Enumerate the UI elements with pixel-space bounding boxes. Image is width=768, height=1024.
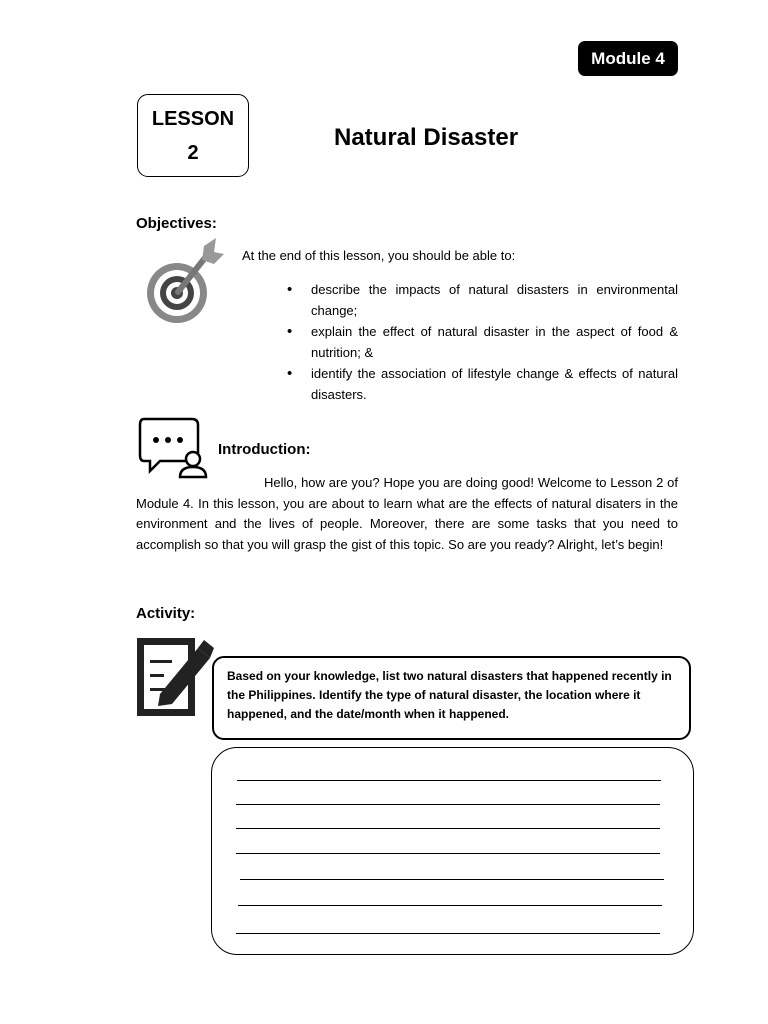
page-title: Natural Disaster bbox=[334, 124, 519, 151]
document-pencil-icon bbox=[136, 636, 212, 718]
lesson-number: 2 bbox=[187, 141, 199, 164]
answer-line[interactable] bbox=[236, 828, 660, 829]
answer-line[interactable] bbox=[236, 853, 660, 854]
target-arrow-icon bbox=[142, 238, 232, 328]
objectives-heading: Objectives: bbox=[136, 215, 217, 232]
introduction-paragraph: Hello, how are you? Hope you are doing good! Welcome to Lesson 2 of Module 4. In this lesson, you are about to learn what are the effects of natural disaters in the environment and the lives of people. Moreover, there are some tasks that you need to accomplish so that you will grasp the gist of this topic. So are you ready? Alright, let’s begin! bbox=[136, 475, 678, 552]
activity-instructions-box bbox=[212, 656, 691, 740]
introduction-heading: Introduction: bbox=[218, 441, 311, 458]
objectives-list bbox=[287, 279, 678, 405]
answer-line[interactable] bbox=[236, 804, 660, 805]
module-label: Module 4 bbox=[591, 48, 665, 68]
list-item: • describe the impacts of natural disasters in environmental change; bbox=[287, 279, 678, 321]
answer-line[interactable] bbox=[238, 905, 662, 906]
answer-line[interactable] bbox=[237, 780, 661, 781]
answer-box bbox=[211, 747, 694, 955]
activity-heading: Activity: bbox=[136, 605, 196, 622]
lesson-word: LESSON bbox=[151, 107, 235, 130]
activity-instructions: Based on your knowledge, list two natural disasters that happened recently in the Philippines. Identify the type of natural disaster, the location where it happened, and the date/month when it happened. bbox=[227, 669, 672, 721]
objectives-lead: At the end of this lesson, you should be able to: bbox=[242, 248, 516, 263]
lesson-box bbox=[137, 94, 249, 177]
chat-user-icon bbox=[138, 417, 208, 479]
list-item: • explain the effect of natural disaster in the aspect of food & nutrition; & bbox=[287, 321, 678, 363]
answer-line[interactable] bbox=[240, 879, 664, 880]
list-item: • identify the association of lifestyle change & effects of natural disasters. bbox=[287, 363, 678, 405]
module-badge bbox=[578, 41, 678, 76]
answer-line[interactable] bbox=[236, 933, 660, 934]
